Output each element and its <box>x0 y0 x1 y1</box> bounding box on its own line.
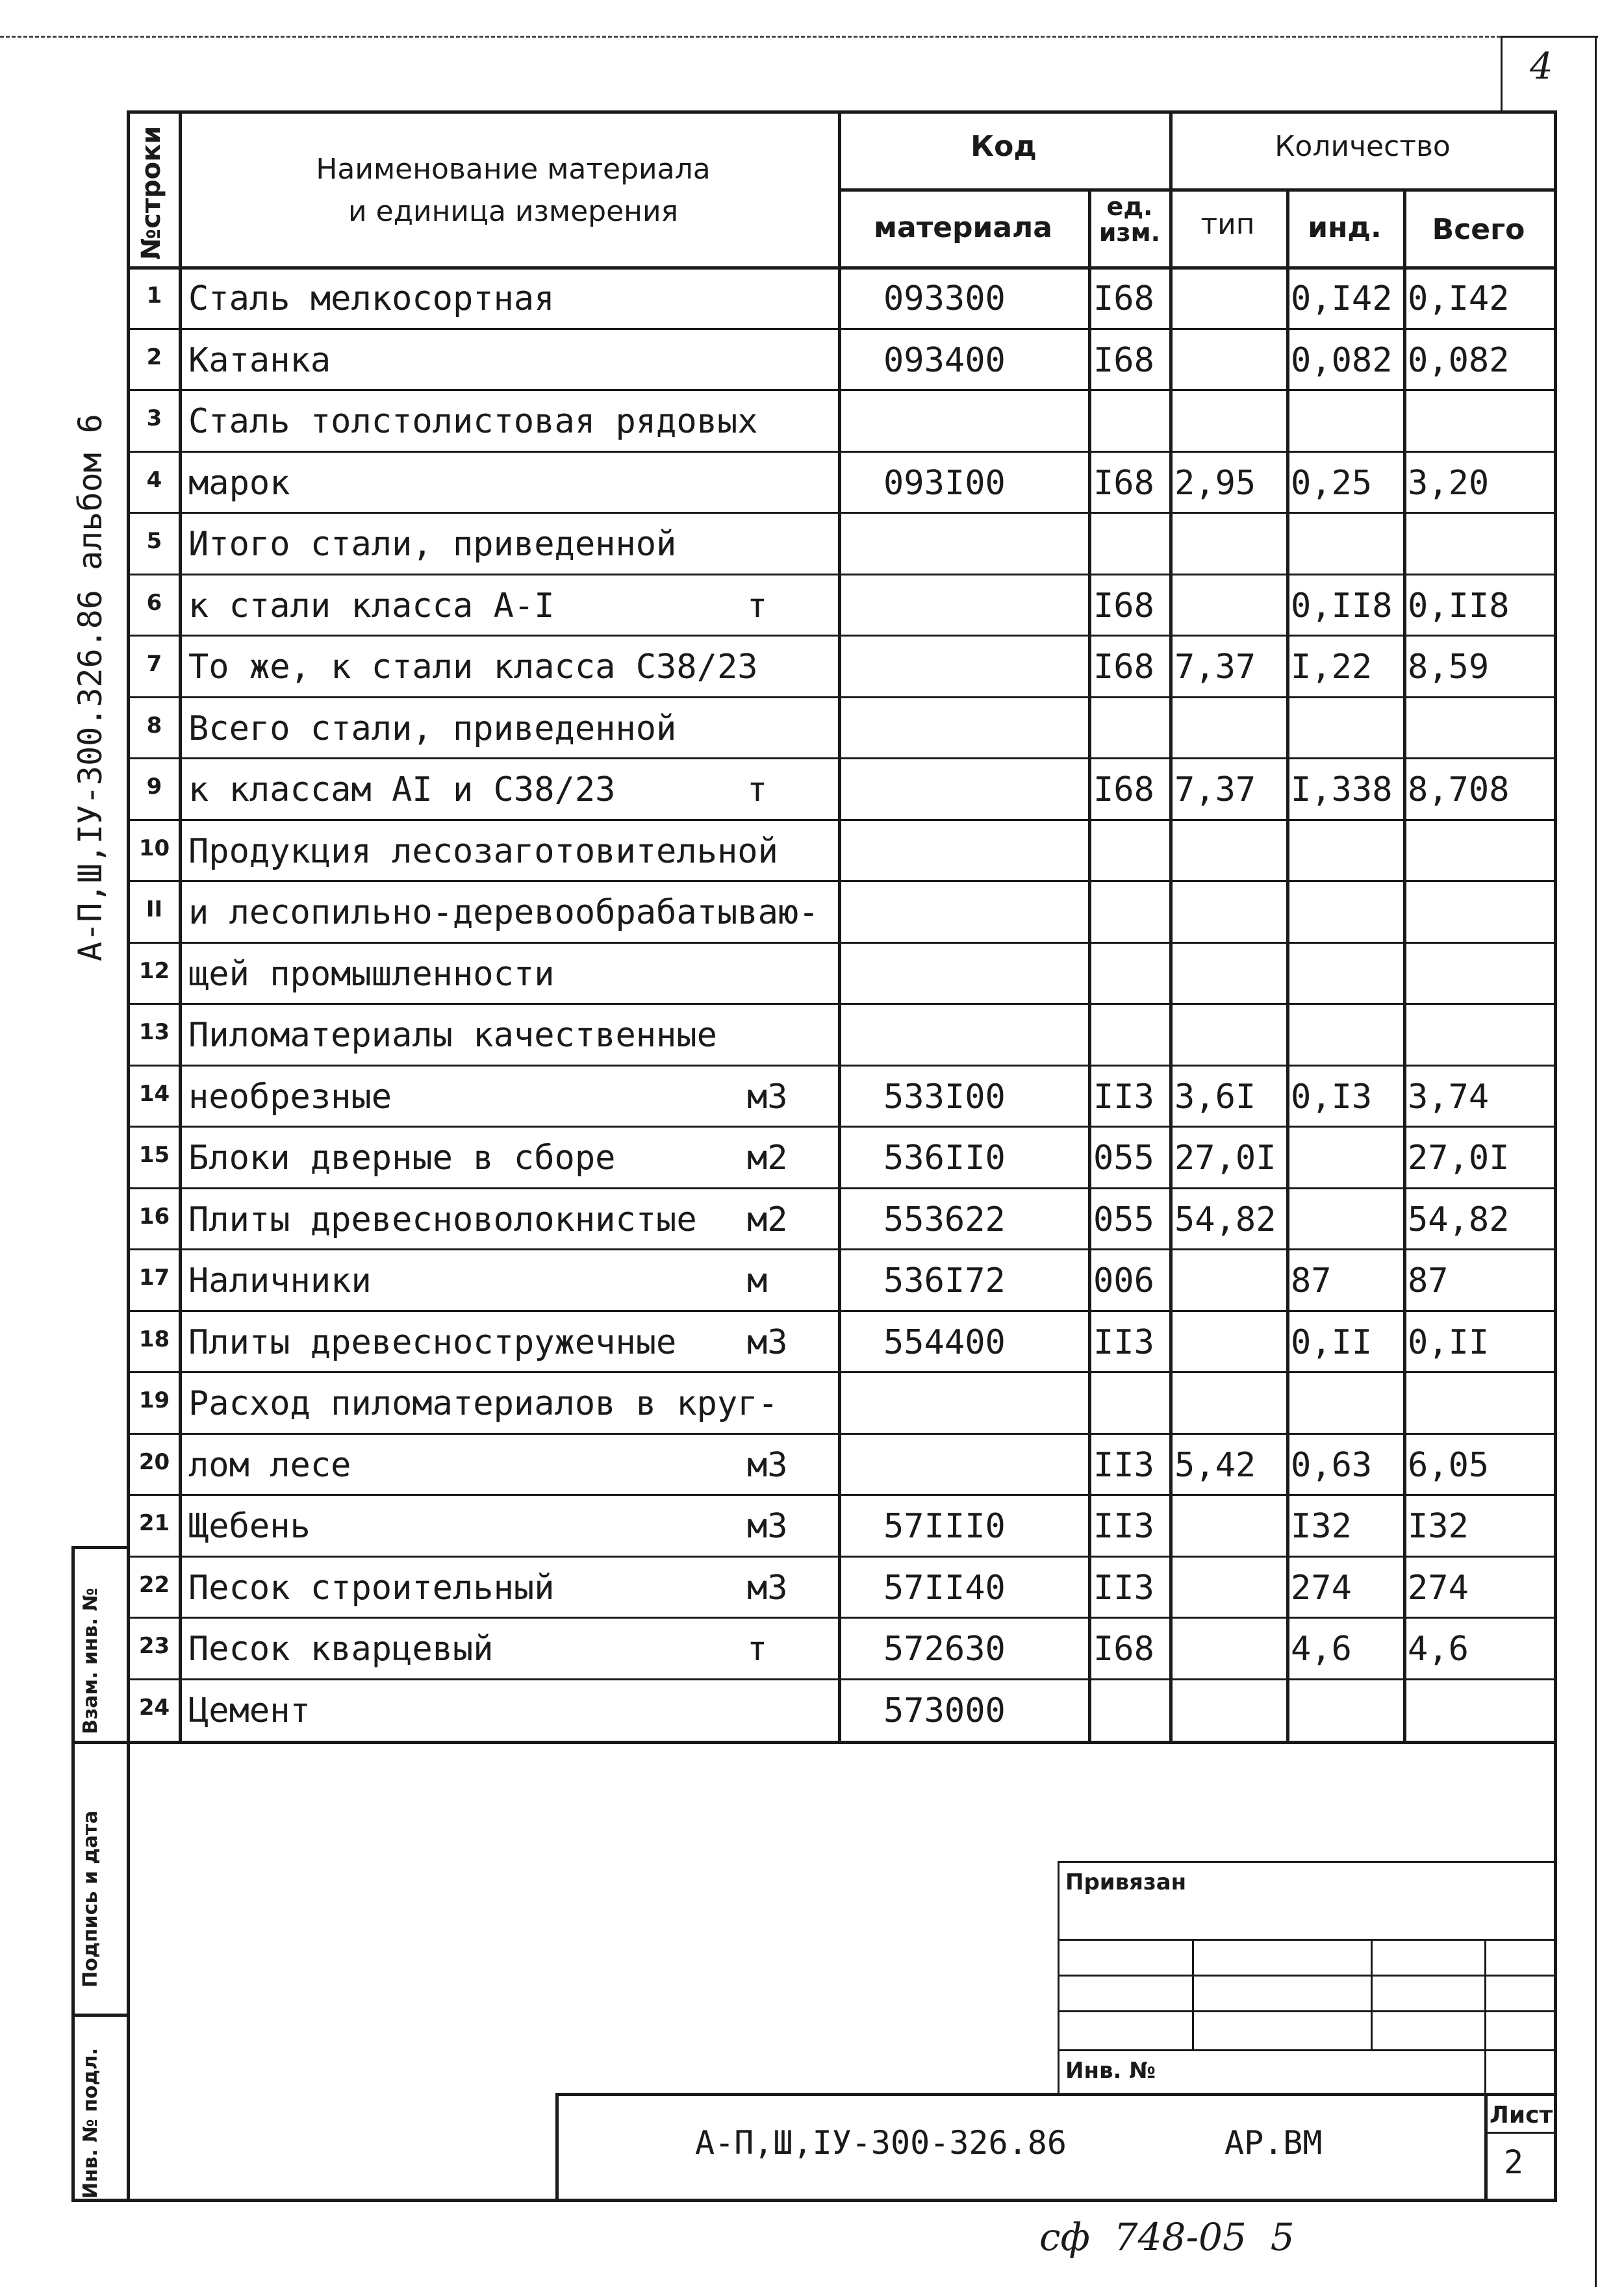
cell-code: 093400 <box>883 340 1006 380</box>
cell-ind: 4,6 <box>1291 1630 1352 1669</box>
cell-type: 7,37 <box>1174 770 1256 809</box>
cell-unit: II3 <box>1093 1077 1154 1117</box>
table-bottom-line <box>127 1741 1556 1744</box>
header-total: Всего <box>1432 213 1525 246</box>
tb-top <box>1058 1861 1556 1863</box>
cell-total: 0,II8 <box>1408 586 1510 625</box>
cell-name: марок <box>188 463 290 503</box>
tb-col2 <box>1371 1939 1373 2049</box>
cell-name: Сталь толстолистовая рядовых <box>188 402 758 441</box>
tb-row1 <box>1058 1939 1556 1941</box>
row-divider <box>127 1433 1556 1435</box>
page-number-box-left <box>1501 36 1503 112</box>
side-stamp-inv-podl: Инв. № подл. <box>79 2047 102 2199</box>
cell-name: Пиломатериалы качественные <box>188 1016 717 1055</box>
tb-privyazan: Привязан <box>1065 1869 1187 1895</box>
cell-name: к классам АI и С38/23 <box>188 770 616 809</box>
cell-name: Итого стали, приведенной <box>188 525 677 564</box>
sheet-bottom-line <box>71 2199 1557 2202</box>
header-name-line2: и единица измерения <box>348 195 679 228</box>
cell-n: 5 <box>146 528 162 554</box>
cell-total: 8,708 <box>1408 770 1510 809</box>
cell-unit: I68 <box>1093 340 1154 380</box>
side-stamp-div1 <box>71 1741 130 1744</box>
cell-n: 4 <box>146 466 162 493</box>
tb-sheet-label-line <box>1484 2132 1556 2134</box>
cell-code: 553622 <box>883 1200 1006 1239</box>
cell-name: Наличники <box>188 1261 372 1300</box>
tb-col1 <box>1192 1939 1194 2049</box>
side-stamp-vzam: Взам. инв. № <box>79 1587 102 1734</box>
cell-unit: I68 <box>1093 586 1154 625</box>
cell-unit: I68 <box>1093 279 1154 318</box>
cell-name: щей промышленности <box>188 954 555 994</box>
cell-total: 274 <box>1408 1568 1469 1608</box>
row-divider <box>127 1371 1556 1373</box>
cell-u: м2 <box>747 1139 788 1178</box>
row-divider <box>127 1310 1556 1312</box>
cell-unit: I68 <box>1093 648 1154 687</box>
cell-ind: 274 <box>1291 1568 1352 1608</box>
cell-n: 17 <box>138 1265 170 1291</box>
tb-row4 <box>1058 2049 1556 2051</box>
row-divider <box>127 757 1556 759</box>
col-divider-type <box>1286 188 1289 1741</box>
cell-u: т <box>747 770 768 809</box>
side-stamp-top <box>71 1546 130 1549</box>
cell-n: 10 <box>138 835 170 861</box>
row-divider <box>127 819 1556 821</box>
row-divider <box>127 328 1556 330</box>
cell-unit: II3 <box>1093 1322 1154 1362</box>
row-divider <box>127 574 1556 575</box>
tb-sheet-divider <box>1484 2093 1488 2202</box>
cell-type: 3,6I <box>1174 1077 1256 1117</box>
tb-inv-no: Инв. № <box>1065 2058 1156 2084</box>
cell-ind: 0,082 <box>1291 340 1393 380</box>
cell-unit: 055 <box>1093 1200 1154 1239</box>
header-type: тип <box>1200 208 1255 241</box>
cell-n: 21 <box>138 1510 170 1536</box>
cell-name: Всего стали, приведенной <box>188 709 677 748</box>
cell-total: 3,74 <box>1408 1077 1490 1117</box>
cell-ind: 87 <box>1291 1261 1332 1300</box>
header-code-unit: ед. изм. <box>1098 192 1161 247</box>
row-divider <box>127 1556 1556 1558</box>
side-stamp-podpis: Подпись и дата <box>79 1810 102 1988</box>
header-name-line1: Наименование материала <box>316 153 711 186</box>
row-divider <box>127 1065 1556 1067</box>
footer-handwritten-note: сф 748-05 5 <box>1039 2215 1295 2259</box>
cell-n: 23 <box>138 1633 170 1659</box>
cell-type: 27,0I <box>1174 1139 1276 1178</box>
cell-n: 16 <box>138 1203 170 1230</box>
cell-code: 093300 <box>883 279 1006 318</box>
side-stamp-div2 <box>71 2014 130 2017</box>
cell-ind: 0,II <box>1291 1322 1373 1362</box>
cell-n: 8 <box>146 712 162 739</box>
cell-total: 87 <box>1408 1261 1449 1300</box>
cell-name: Расход пиломатериалов в круг- <box>188 1384 778 1423</box>
cell-name: Плиты древесноволокнистые <box>188 1200 697 1239</box>
cell-name: к стали класса А-I <box>188 586 555 625</box>
cell-unit: II3 <box>1093 1568 1154 1608</box>
cell-unit: 006 <box>1093 1261 1154 1300</box>
cell-total: 54,82 <box>1408 1200 1510 1239</box>
cell-ind: 0,25 <box>1291 463 1373 503</box>
cell-name: Продукция лесозаготовительной <box>188 831 778 871</box>
cell-u: м <box>747 1261 768 1300</box>
cell-u: м3 <box>747 1322 788 1362</box>
header-quantity: Количество <box>1275 130 1451 163</box>
col-divider-code <box>1088 188 1091 1741</box>
cell-name: Песок строительный <box>188 1568 555 1608</box>
header-ind: инд. <box>1308 211 1382 244</box>
cell-type: 7,37 <box>1174 648 1256 687</box>
tb-col3 <box>1484 1939 1486 2095</box>
cell-type: 54,82 <box>1174 1200 1276 1239</box>
cell-code: 536I72 <box>883 1261 1006 1300</box>
tb-row2 <box>1058 1975 1556 1977</box>
cell-n: 14 <box>138 1080 170 1107</box>
cell-total: 3,20 <box>1408 463 1490 503</box>
cell-name: Цемент <box>188 1691 311 1730</box>
cell-unit: II3 <box>1093 1445 1154 1485</box>
row-divider <box>127 1187 1556 1189</box>
cell-ind: I,22 <box>1291 648 1373 687</box>
cell-code: 57III0 <box>883 1507 1006 1546</box>
row-divider <box>127 1248 1556 1250</box>
header-bottom-line <box>127 266 1556 270</box>
row-divider <box>127 1617 1556 1619</box>
header-code-material: материала <box>874 211 1052 244</box>
tb-sheet-number: 2 <box>1504 2143 1524 2181</box>
page-number: 4 <box>1530 45 1553 88</box>
cell-ind: 0,I3 <box>1291 1077 1373 1117</box>
cell-n: 1 <box>146 283 162 309</box>
cell-n: 22 <box>138 1571 170 1598</box>
row-divider <box>127 1494 1556 1496</box>
cell-u: м3 <box>747 1507 788 1546</box>
cell-unit: I68 <box>1093 463 1154 503</box>
cell-u: м3 <box>747 1445 788 1485</box>
cell-u: т <box>747 1630 768 1669</box>
tb-main-top <box>555 2093 1556 2096</box>
header-row-number: №строки <box>136 125 166 260</box>
tb-left <box>1058 1861 1059 2095</box>
row-divider <box>127 942 1556 944</box>
cell-total: 6,05 <box>1408 1445 1490 1485</box>
row-divider <box>127 1003 1556 1005</box>
cell-total: I32 <box>1408 1507 1469 1546</box>
cell-unit: II3 <box>1093 1507 1154 1546</box>
cell-name: Сталь мелкосортная <box>188 279 555 318</box>
cell-total: 4,6 <box>1408 1630 1469 1669</box>
cell-name: Блоки дверные в сборе <box>188 1139 616 1178</box>
cell-n: 24 <box>138 1694 170 1721</box>
cell-code: 554400 <box>883 1322 1006 1362</box>
cell-n: 13 <box>138 1019 170 1045</box>
cell-code: 093I00 <box>883 463 1006 503</box>
cell-n: 12 <box>138 957 170 984</box>
cell-ind: 0,63 <box>1291 1445 1373 1485</box>
cell-name: Плиты древесностружечные <box>188 1322 677 1362</box>
cell-unit: I68 <box>1093 770 1154 809</box>
cell-total: 8,59 <box>1408 648 1490 687</box>
row-divider <box>127 880 1556 882</box>
cell-n: 7 <box>146 651 162 677</box>
cell-n: II <box>146 896 163 922</box>
cell-n: 6 <box>146 589 162 616</box>
tb-doc-mark: АР.ВМ <box>1224 2124 1323 2162</box>
cell-ind: 0,II8 <box>1291 586 1393 625</box>
cell-n: 19 <box>138 1387 170 1413</box>
tb-main-left <box>555 2093 559 2202</box>
cell-u: м2 <box>747 1200 788 1239</box>
cell-code: 572630 <box>883 1630 1006 1669</box>
cell-unit: I68 <box>1093 1630 1154 1669</box>
tb-row3 <box>1058 2010 1556 2012</box>
cell-n: 20 <box>138 1448 170 1475</box>
side-stamp-left-border <box>71 1546 75 2202</box>
cell-n: 2 <box>146 344 162 370</box>
cell-total: 27,0I <box>1408 1139 1510 1178</box>
col-divider-ind <box>1403 188 1406 1741</box>
cell-n: 3 <box>146 405 162 431</box>
cell-u: т <box>747 586 768 625</box>
cell-type: 5,42 <box>1174 1445 1256 1485</box>
cell-unit: 055 <box>1093 1139 1154 1178</box>
cell-ind: I,338 <box>1291 770 1393 809</box>
cell-name: необрезные <box>188 1077 392 1117</box>
cell-n: 18 <box>138 1326 170 1352</box>
cell-total: 0,082 <box>1408 340 1510 380</box>
row-divider <box>127 512 1556 514</box>
cell-name: То же, к стали класса С38/23 <box>188 648 758 687</box>
cell-total: 0,II <box>1408 1322 1490 1362</box>
col-divider-num <box>179 110 182 1741</box>
row-divider <box>127 635 1556 637</box>
row-divider <box>127 1678 1556 1680</box>
col-divider-name <box>838 110 841 1741</box>
page-number-box-top <box>1501 36 1598 38</box>
side-vertical-title: А-П,Ш,IУ-300.326.86 альбом 6 <box>71 414 109 961</box>
cell-total: 0,I42 <box>1408 279 1510 318</box>
col-divider-unit <box>1169 110 1173 1741</box>
cell-n: 9 <box>146 774 162 800</box>
cell-n: 15 <box>138 1142 170 1168</box>
sheet-right-border <box>1595 36 1597 2287</box>
cell-type: 2,95 <box>1174 463 1256 503</box>
cell-name: Песок кварцевый <box>188 1630 494 1669</box>
cell-u: м3 <box>747 1568 788 1608</box>
header-code: Код <box>971 130 1037 163</box>
row-divider <box>127 389 1556 391</box>
cell-name: Катанка <box>188 340 331 380</box>
cell-code: 536II0 <box>883 1139 1006 1178</box>
cell-code: 573000 <box>883 1691 1006 1730</box>
row-divider <box>127 451 1556 453</box>
cell-name: лом лесе <box>188 1445 351 1485</box>
row-divider <box>127 696 1556 698</box>
table-top-border <box>127 110 1556 114</box>
header-sub-line <box>838 188 1556 192</box>
side-stamp-right-border <box>127 1546 130 2202</box>
tb-doc-code: А-П,Ш,IУ-300-326.86 <box>695 2124 1067 2162</box>
cell-code: 57II40 <box>883 1568 1006 1608</box>
cell-u: м3 <box>747 1077 788 1117</box>
table-right-border <box>1554 110 1557 2202</box>
cell-code: 533I00 <box>883 1077 1006 1117</box>
cell-name: Щебень <box>188 1507 311 1546</box>
cell-ind: 0,I42 <box>1291 279 1393 318</box>
tb-sheet-label: Лист <box>1490 2102 1553 2129</box>
cell-ind: I32 <box>1291 1507 1352 1546</box>
row-divider <box>127 1126 1556 1128</box>
top-guide-line <box>0 36 1501 38</box>
cell-name: и лесопильно-деревообрабатываю- <box>188 893 819 932</box>
